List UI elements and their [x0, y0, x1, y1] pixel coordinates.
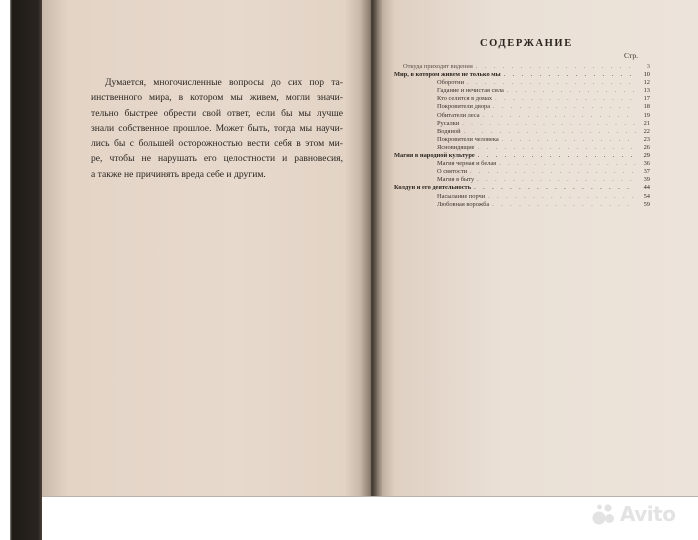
toc-entry-page: 39	[643, 176, 650, 184]
toc-dot-leader	[504, 71, 636, 79]
paragraph-line: лись бы с большей осторожностью вести себя в этом ми-	[91, 138, 343, 150]
toc-dot-leader	[493, 103, 636, 111]
toc-entry-page: 13	[643, 87, 650, 95]
toc-entry-title: Любовная ворожба	[437, 200, 490, 208]
toc-entry-page: 26	[643, 143, 650, 151]
toc-entry	[394, 184, 650, 192]
toc-entry-page: 10	[643, 71, 650, 79]
toc-entry	[394, 152, 650, 160]
paragraph-line: Думается, многочисленные вопросы до сих пор та-	[105, 77, 343, 88]
toc-entry-title: Откуда приходят видения	[403, 63, 473, 70]
paragraph-line: а также не причинять вреда себе и другим.	[91, 168, 266, 180]
toc-entry	[394, 120, 650, 128]
toc-entry-page: 18	[643, 103, 650, 111]
toc-entry	[394, 71, 650, 79]
toc-entry-title: Покровители человека	[437, 135, 499, 143]
toc-entry-title: Водяной	[437, 127, 461, 135]
toc-entry-title: Гадание и нечистая сила	[437, 87, 504, 95]
toc-entry-page: 59	[643, 200, 650, 208]
watermark-text: Avito	[620, 502, 676, 526]
toc-entry-title: Мир, в котором живем не только мы	[394, 71, 501, 79]
toc-dot-leader	[495, 95, 636, 103]
toc-dot-leader	[464, 128, 637, 136]
table-of-contents	[394, 63, 650, 209]
toc-entry	[394, 201, 650, 209]
toc-entry-page: 17	[643, 95, 650, 103]
toc-entry	[394, 144, 650, 152]
toc-dot-leader	[478, 152, 636, 160]
toc-dot-leader	[476, 63, 636, 71]
toc-entry-page: 44	[643, 184, 650, 192]
toc-title: СОДЕРЖАНИЕ	[480, 38, 573, 49]
paragraph-line: ре, чтобы не нарушать его целостности и равновесия,	[91, 153, 343, 165]
toc-entry-title: Насылание порчи	[437, 192, 486, 200]
toc-entry	[394, 168, 650, 176]
toc-dot-leader	[470, 168, 636, 176]
toc-entry-title: Оборотни	[437, 79, 465, 87]
toc-dot-leader	[502, 136, 636, 144]
toc-dot-leader	[477, 176, 636, 184]
toc-entry-page: 3	[646, 63, 650, 70]
toc-entry	[394, 136, 650, 144]
toc-page-column-label: Стр.	[624, 51, 639, 60]
intro-paragraph	[91, 75, 343, 182]
toc-entry-title: Колдун и его деятельность	[394, 184, 472, 192]
toc-dot-leader	[499, 160, 636, 168]
paragraph-line: знали собственное прошлое. Может быть, тогда мы научи-	[91, 122, 343, 134]
toc-dot-leader	[478, 144, 636, 152]
toc-entry	[394, 112, 650, 120]
scan-background-edge	[0, 0, 44, 540]
toc-entry-page: 54	[643, 192, 650, 200]
toc-entry	[394, 87, 650, 95]
book-spine-shadow	[360, 0, 382, 497]
paragraph-line: инственного мира, в котором мы живем, могли значи-	[91, 92, 343, 104]
toc-entry-page: 29	[643, 152, 650, 160]
toc-entry-title: Покровители двора	[437, 103, 491, 111]
toc-entry-page: 37	[643, 168, 650, 176]
toc-dot-leader	[462, 120, 636, 128]
toc-entry-title: Магия в народной культуре	[394, 152, 475, 160]
toc-dot-leader	[488, 193, 636, 201]
toc-entry-page: 36	[643, 160, 650, 168]
toc-entry	[394, 95, 650, 103]
toc-dot-leader	[483, 112, 636, 120]
toc-entry-title: Кто селится в домах	[437, 95, 493, 103]
avito-dots-icon	[591, 501, 617, 527]
toc-entry-page: 21	[643, 119, 650, 127]
toc-entry-page: 12	[643, 79, 650, 87]
toc-entry	[394, 128, 650, 136]
toc-dot-leader	[474, 184, 636, 192]
toc-entry	[394, 193, 650, 201]
paragraph-line: тельно быстрее обрести свой ответ, если бы мы лучше	[91, 107, 343, 119]
toc-entry-title: Магия в быту	[437, 176, 475, 184]
toc-dot-leader	[507, 87, 636, 95]
toc-entry	[394, 79, 650, 87]
toc-entry	[394, 160, 650, 168]
toc-entry-page: 22	[643, 127, 650, 135]
toc-entry-page: 19	[643, 111, 650, 119]
toc-entry	[394, 176, 650, 184]
toc-entry	[394, 103, 650, 111]
toc-entry-title: Ясновидящие	[437, 143, 475, 151]
toc-entry-title: Обитатели леса	[437, 111, 480, 119]
toc-entry	[394, 63, 650, 71]
toc-entry-title: Магия черная и белая	[437, 160, 497, 168]
toc-entry-title: Русалки	[437, 119, 460, 127]
toc-entry-title: О святости	[437, 168, 468, 176]
avito-watermark	[591, 501, 675, 527]
toc-dot-leader	[492, 201, 636, 209]
toc-entry-page: 23	[643, 135, 650, 143]
toc-dot-leader	[467, 79, 636, 87]
